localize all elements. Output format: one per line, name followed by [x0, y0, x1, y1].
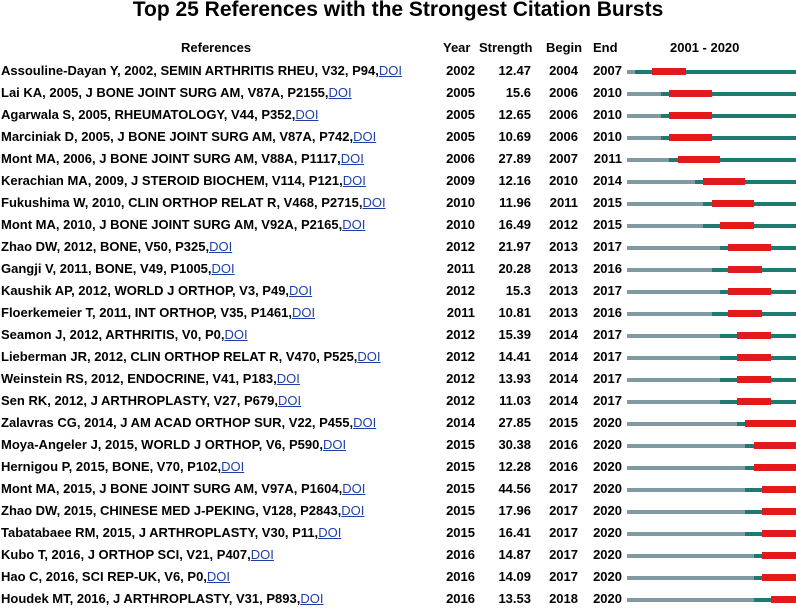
table-row [0, 107, 796, 129]
year-cell: 2014 [441, 415, 475, 431]
strength-cell: 11.96 [478, 195, 531, 211]
strength-cell: 14.41 [478, 349, 531, 365]
begin-cell: 2014 [534, 371, 578, 387]
end-cell: 2011 [588, 151, 622, 167]
table-row [0, 195, 796, 217]
reference-cell [1, 569, 230, 585]
strength-cell: 16.49 [478, 217, 531, 233]
table-row [0, 591, 796, 613]
reference-text: Seamon J, 2012, ARTHRITIS, V0, P0, [1, 327, 225, 342]
table-row [0, 525, 796, 547]
timeline-before-bar [627, 246, 720, 250]
end-cell: 2017 [588, 393, 622, 409]
table-row [0, 327, 796, 349]
year-cell: 2010 [441, 195, 475, 211]
end-cell: 2020 [588, 437, 622, 453]
strength-cell: 13.53 [478, 591, 531, 607]
timeline-before-bar [627, 334, 720, 338]
doi-link[interactable]: DOI [343, 173, 366, 188]
burst-bar [652, 68, 686, 75]
timeline-before-bar [627, 598, 754, 602]
year-cell: 2012 [441, 327, 475, 343]
doi-link[interactable]: DOI [341, 503, 364, 518]
burst-bar [728, 244, 770, 251]
doi-link[interactable]: DOI [212, 261, 235, 276]
reference-cell [1, 591, 323, 607]
burst-bar [762, 486, 796, 493]
begin-cell: 2013 [534, 305, 578, 321]
doi-link[interactable]: DOI [289, 283, 312, 298]
begin-cell: 2017 [534, 503, 578, 519]
doi-link[interactable]: DOI [209, 239, 232, 254]
reference-text: Lieberman JR, 2012, CLIN ORTHOP RELAT R, V470, P525, [1, 349, 357, 364]
end-cell: 2016 [588, 305, 622, 321]
doi-link[interactable]: DOI [353, 129, 376, 144]
header-year: Year [443, 40, 470, 56]
doi-link[interactable]: DOI [342, 481, 365, 496]
doi-link[interactable]: DOI [341, 151, 364, 166]
reference-text: Zhao DW, 2015, CHINESE MED J-PEKING, V128, P2843, [1, 503, 341, 518]
reference-cell [1, 327, 248, 343]
year-cell: 2016 [441, 569, 475, 585]
table-row [0, 239, 796, 261]
doi-link[interactable]: DOI [277, 371, 300, 386]
end-cell: 2020 [588, 591, 622, 607]
strength-cell: 12.28 [478, 459, 531, 475]
reference-cell [1, 393, 301, 409]
reference-cell [1, 195, 386, 211]
end-cell: 2014 [588, 173, 622, 189]
strength-cell: 20.28 [478, 261, 531, 277]
burst-bar [737, 376, 771, 383]
timeline-before-bar [627, 532, 745, 536]
reference-text: Gangji V, 2011, BONE, V49, P1005, [1, 261, 212, 276]
header-strength: Strength [479, 40, 532, 56]
timeline-before-bar [627, 422, 737, 426]
begin-cell: 2010 [534, 173, 578, 189]
table-row [0, 547, 796, 569]
begin-cell: 2015 [534, 415, 578, 431]
strength-cell: 13.93 [478, 371, 531, 387]
reference-cell [1, 283, 312, 299]
year-cell: 2006 [441, 151, 475, 167]
timeline-before-bar [627, 92, 661, 96]
doi-link[interactable]: DOI [251, 547, 274, 562]
timeline-before-bar [627, 356, 720, 360]
reference-cell [1, 547, 274, 563]
year-cell: 2015 [441, 459, 475, 475]
burst-bar [669, 134, 711, 141]
begin-cell: 2006 [534, 85, 578, 101]
table-row [0, 129, 796, 151]
chart-title: Top 25 References with the Strongest Citation Bursts [0, 0, 796, 23]
doi-link[interactable]: DOI [225, 327, 248, 342]
strength-cell: 44.56 [478, 481, 531, 497]
burst-bar [762, 508, 796, 515]
burst-bar [737, 354, 771, 361]
reference-text: Sen RK, 2012, J ARTHROPLASTY, V27, P679, [1, 393, 278, 408]
year-cell: 2011 [441, 261, 475, 277]
reference-cell [1, 85, 352, 101]
end-cell: 2020 [588, 503, 622, 519]
timeline-before-bar [627, 202, 703, 206]
table-row [0, 459, 796, 481]
burst-bar [771, 596, 796, 603]
reference-text: Mont MA, 2006, J BONE JOINT SURG AM, V88A, P1117, [1, 151, 341, 166]
reference-cell [1, 63, 402, 79]
year-cell: 2002 [441, 63, 475, 79]
strength-cell: 21.97 [478, 239, 531, 255]
burst-bar [745, 420, 796, 427]
doi-link[interactable]: DOI [278, 393, 301, 408]
year-cell: 2012 [441, 283, 475, 299]
table-row [0, 481, 796, 503]
end-cell: 2010 [588, 107, 622, 123]
header-timeline: 2001 - 2020 [670, 40, 739, 56]
timeline-before-bar [627, 290, 720, 294]
burst-bar [728, 288, 770, 295]
strength-cell: 12.16 [478, 173, 531, 189]
year-cell: 2005 [441, 85, 475, 101]
begin-cell: 2014 [534, 393, 578, 409]
end-cell: 2010 [588, 85, 622, 101]
table-row [0, 569, 796, 591]
timeline-before-bar [627, 180, 695, 184]
reference-cell [1, 503, 364, 519]
doi-link[interactable]: DOI [300, 591, 323, 606]
reference-text: Hernigou P, 2015, BONE, V70, P102, [1, 459, 221, 474]
table-row [0, 415, 796, 437]
strength-cell: 30.38 [478, 437, 531, 453]
strength-cell: 27.85 [478, 415, 531, 431]
doi-link[interactable]: DOI [295, 107, 318, 122]
begin-cell: 2016 [534, 459, 578, 475]
end-cell: 2016 [588, 261, 622, 277]
burst-bar [728, 310, 762, 317]
header-begin: Begin [546, 40, 582, 56]
year-cell: 2011 [441, 305, 475, 321]
burst-bar [669, 90, 711, 97]
reference-cell [1, 151, 364, 167]
doi-link[interactable]: DOI [207, 569, 230, 584]
doi-link[interactable]: DOI [362, 195, 385, 210]
table-row [0, 393, 796, 415]
end-cell: 2020 [588, 459, 622, 475]
header-references: References [181, 40, 251, 56]
table-row [0, 85, 796, 107]
reference-text: Houdek MT, 2016, J ARTHROPLASTY, V31, P893, [1, 591, 300, 606]
timeline-before-bar [627, 444, 745, 448]
timeline-before-bar [627, 158, 669, 162]
burst-bar [762, 530, 796, 537]
strength-cell: 27.89 [478, 151, 531, 167]
reference-text: Kaushik AP, 2012, WORLD J ORTHOP, V3, P49, [1, 283, 289, 298]
doi-link[interactable]: DOI [221, 459, 244, 474]
timeline-before-bar [627, 554, 754, 558]
reference-text: Weinstein RS, 2012, ENDOCRINE, V41, P183, [1, 371, 277, 386]
reference-text: Mont MA, 2015, J BONE JOINT SURG AM, V97A, P1604, [1, 481, 342, 496]
table-row [0, 437, 796, 459]
begin-cell: 2016 [534, 437, 578, 453]
year-cell: 2012 [441, 239, 475, 255]
strength-cell: 11.03 [478, 393, 531, 409]
burst-bar [703, 178, 745, 185]
table-row [0, 349, 796, 371]
begin-cell: 2014 [534, 327, 578, 343]
end-cell: 2017 [588, 283, 622, 299]
strength-cell: 12.47 [478, 63, 531, 79]
table-row [0, 173, 796, 195]
doi-link[interactable]: DOI [323, 437, 346, 452]
year-cell: 2012 [441, 371, 475, 387]
end-cell: 2020 [588, 481, 622, 497]
table-row [0, 151, 796, 173]
timeline-before-bar [627, 70, 635, 74]
timeline-before-bar [627, 466, 745, 470]
reference-cell [1, 173, 366, 189]
doi-link[interactable]: DOI [379, 63, 402, 78]
year-cell: 2016 [441, 591, 475, 607]
reference-text: Lai KA, 2005, J BONE JOINT SURG AM, V87A, P2155, [1, 85, 329, 100]
timeline-before-bar [627, 268, 712, 272]
burst-bar [720, 222, 754, 229]
strength-cell: 15.3 [478, 283, 531, 299]
strength-cell: 10.69 [478, 129, 531, 145]
begin-cell: 2017 [534, 481, 578, 497]
begin-cell: 2013 [534, 261, 578, 277]
end-cell: 2020 [588, 569, 622, 585]
doi-link[interactable]: DOI [292, 305, 315, 320]
end-cell: 2017 [588, 349, 622, 365]
reference-text: Zalavras CG, 2014, J AM ACAD ORTHOP SUR, V22, P455, [1, 415, 353, 430]
begin-cell: 2006 [534, 129, 578, 145]
begin-cell: 2006 [534, 107, 578, 123]
begin-cell: 2012 [534, 217, 578, 233]
begin-cell: 2004 [534, 63, 578, 79]
strength-cell: 16.41 [478, 525, 531, 541]
burst-bar [712, 200, 754, 207]
begin-cell: 2017 [534, 547, 578, 563]
year-cell: 2015 [441, 437, 475, 453]
end-cell: 2010 [588, 129, 622, 145]
begin-cell: 2017 [534, 569, 578, 585]
doi-link[interactable]: DOI [357, 349, 380, 364]
strength-cell: 15.6 [478, 85, 531, 101]
year-cell: 2015 [441, 503, 475, 519]
strength-cell: 10.81 [478, 305, 531, 321]
end-cell: 2020 [588, 547, 622, 563]
burst-bar [762, 574, 796, 581]
reference-cell [1, 371, 300, 387]
year-cell: 2009 [441, 173, 475, 189]
reference-cell [1, 261, 235, 277]
table-row [0, 503, 796, 525]
reference-text: Kubo T, 2016, J ORTHOP SCI, V21, P407, [1, 547, 251, 562]
year-cell: 2010 [441, 217, 475, 233]
doi-link[interactable]: DOI [353, 415, 376, 430]
reference-cell [1, 437, 346, 453]
begin-cell: 2013 [534, 239, 578, 255]
strength-cell: 14.87 [478, 547, 531, 563]
doi-link[interactable]: DOI [318, 525, 341, 540]
timeline-before-bar [627, 510, 745, 514]
begin-cell: 2017 [534, 525, 578, 541]
end-cell: 2017 [588, 327, 622, 343]
timeline-before-bar [627, 378, 720, 382]
begin-cell: 2018 [534, 591, 578, 607]
reference-cell [1, 415, 376, 431]
end-cell: 2017 [588, 239, 622, 255]
strength-cell: 17.96 [478, 503, 531, 519]
strength-cell: 12.65 [478, 107, 531, 123]
year-cell: 2005 [441, 107, 475, 123]
reference-text: Mont MA, 2010, J BONE JOINT SURG AM, V92A, P2165, [1, 217, 342, 232]
reference-text: Floerkemeier T, 2011, INT ORTHOP, V35, P1461, [1, 305, 292, 320]
timeline-before-bar [627, 224, 703, 228]
burst-bar [737, 398, 771, 405]
year-cell: 2012 [441, 393, 475, 409]
timeline-before-bar [627, 488, 745, 492]
reference-cell [1, 525, 341, 541]
burst-bar [728, 266, 762, 273]
end-cell: 2015 [588, 217, 622, 233]
reference-text: Agarwala S, 2005, RHEUMATOLOGY, V44, P352, [1, 107, 295, 122]
end-cell: 2017 [588, 371, 622, 387]
reference-text: Moya-Angeler J, 2015, WORLD J ORTHOP, V6, P590, [1, 437, 323, 452]
reference-cell [1, 129, 376, 145]
burst-bar [678, 156, 720, 163]
year-cell: 2016 [441, 547, 475, 563]
end-cell: 2007 [588, 63, 622, 79]
reference-cell [1, 239, 232, 255]
burst-bar [754, 442, 796, 449]
header-end: End [593, 40, 618, 56]
table-row [0, 305, 796, 327]
year-cell: 2012 [441, 349, 475, 365]
doi-link[interactable]: DOI [329, 85, 352, 100]
reference-cell [1, 349, 381, 365]
reference-text: Hao C, 2016, SCI REP-UK, V6, P0, [1, 569, 207, 584]
timeline-before-bar [627, 312, 712, 316]
timeline-before-bar [627, 400, 720, 404]
reference-text: Fukushima W, 2010, CLIN ORTHOP RELAT R, V468, P2715, [1, 195, 362, 210]
burst-bar [669, 112, 711, 119]
end-cell: 2015 [588, 195, 622, 211]
begin-cell: 2011 [534, 195, 578, 211]
begin-cell: 2007 [534, 151, 578, 167]
table-row [0, 261, 796, 283]
begin-cell: 2013 [534, 283, 578, 299]
reference-cell [1, 305, 315, 321]
table-row [0, 283, 796, 305]
doi-link[interactable]: DOI [342, 217, 365, 232]
end-cell: 2020 [588, 525, 622, 541]
end-cell: 2020 [588, 415, 622, 431]
timeline-before-bar [627, 576, 754, 580]
burst-bar [754, 464, 796, 471]
timeline-before-bar [627, 136, 661, 140]
reference-cell [1, 459, 244, 475]
year-cell: 2015 [441, 481, 475, 497]
burst-bar [737, 332, 771, 339]
reference-cell [1, 107, 318, 123]
reference-cell [1, 481, 365, 497]
reference-cell [1, 217, 365, 233]
strength-cell: 15.39 [478, 327, 531, 343]
table-row [0, 63, 796, 85]
reference-text: Assouline-Dayan Y, 2002, SEMIN ARTHRITIS RHEU, V32, P94, [1, 63, 379, 78]
reference-text: Kerachian MA, 2009, J STEROID BIOCHEM, V114, P121, [1, 173, 343, 188]
timeline-before-bar [627, 114, 661, 118]
strength-cell: 14.09 [478, 569, 531, 585]
begin-cell: 2014 [534, 349, 578, 365]
reference-text: Marciniak D, 2005, J BONE JOINT SURG AM, V87A, P742, [1, 129, 353, 144]
reference-text: Tabatabaee RM, 2015, J ARTHROPLASTY, V30, P11, [1, 525, 318, 540]
table-row [0, 371, 796, 393]
burst-bar [762, 552, 796, 559]
table-row [0, 217, 796, 239]
reference-text: Zhao DW, 2012, BONE, V50, P325, [1, 239, 209, 254]
year-cell: 2015 [441, 525, 475, 541]
year-cell: 2005 [441, 129, 475, 145]
